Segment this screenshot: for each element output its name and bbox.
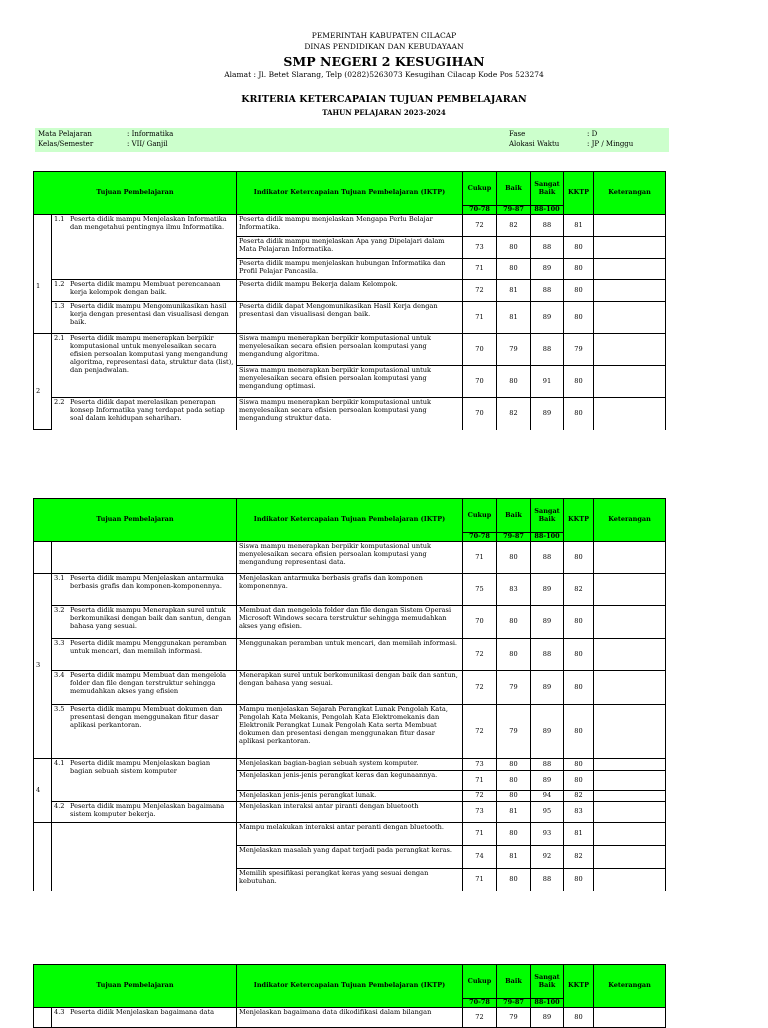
tp-cell <box>52 542 237 574</box>
score-kktp: 81 <box>564 823 594 846</box>
score-sangat-baik: 91 <box>531 366 564 398</box>
tp-text: Peserta didik mampu Menjelaskan Informatika dan mengetahui pentingnya ilmu Informatika. <box>70 215 227 231</box>
keterangan-cell <box>594 237 666 259</box>
score-baik: 80 <box>497 259 531 280</box>
indicator-cell: Siswa mampu menerapkan berpikir komputasional untuk menyelesaikan secara efisien persoalan komputasi yang mengandung optimasi. <box>237 366 463 398</box>
indicator-cell: Peserta didik mampu menjelaskan Mengapa Perlu Belajar Informatika. <box>237 215 463 237</box>
score-baik: 80 <box>497 542 531 574</box>
table-header-row <box>34 172 666 206</box>
score-cukup: 72 <box>463 705 497 759</box>
keterangan-cell <box>594 705 666 759</box>
indicator-cell: Siswa mampu menerapkan berpikir komputasional untuk menyelesaikan secara efisien persoalan komputasi yang mengandung representasi data. <box>237 542 463 574</box>
tp-cell <box>52 334 237 398</box>
gov-line: PEMERINTAH KABUPATEN CILACAP <box>311 31 457 40</box>
tp-number: 3.1 <box>54 574 65 582</box>
header-tp: Tujuan Pembelajaran <box>34 499 237 542</box>
header-kktp: KKTP <box>564 172 594 215</box>
tp-cell <box>52 705 237 759</box>
range-baik: 79-87 <box>497 206 531 215</box>
tp-cell <box>52 280 237 302</box>
header-cukup: Cukup <box>463 965 497 999</box>
keterangan-cell <box>594 823 666 846</box>
score-cukup: 72 <box>463 215 497 237</box>
tp-number: 1.1 <box>54 215 65 223</box>
header-keterangan: Keterangan <box>594 965 666 1008</box>
score-kktp: 80 <box>564 237 594 259</box>
tp-text: Peserta didik mampu Menggunakan peramban untuk mencari, dan memilah informasi. <box>70 639 227 655</box>
tp-text: Peserta didik mampu Membuat perencanaan kerja kelompok dengan baik. <box>70 280 221 296</box>
table-row <box>34 759 666 771</box>
table-row <box>34 334 666 366</box>
table-row <box>34 280 666 302</box>
indicator-cell: Menerapkan surel untuk berkomunikasi dengan baik dan santun, dengan bahasa yang sesuai. <box>237 671 463 705</box>
score-kktp: 80 <box>564 366 594 398</box>
indicator-cell: Menjelaskan bagaimana data dikodifikasi dalam bilangan <box>237 1008 463 1028</box>
tp-text: Peserta didik mampu Menerapkan surel untuk berkomunikasi dengan baik dan santun, dengan bahasa yang sesuai. <box>70 606 231 630</box>
score-sangat-baik: 93 <box>531 823 564 846</box>
score-sangat-baik: 89 <box>531 705 564 759</box>
score-cukup: 72 <box>463 639 497 671</box>
score-sangat-baik: 95 <box>531 802 564 823</box>
score-baik: 81 <box>497 280 531 302</box>
score-cukup: 71 <box>463 542 497 574</box>
score-baik: 79 <box>497 671 531 705</box>
score-baik: 80 <box>497 823 531 846</box>
indicator-cell: Peserta didik mampu menjelaskan hubungan Informatika dan Profil Pelajar Pancasila. <box>237 259 463 280</box>
score-kktp: 79 <box>564 334 594 366</box>
score-kktp: 80 <box>564 542 594 574</box>
header-kktp: KKTP <box>564 965 594 1008</box>
score-sangat-baik: 89 <box>531 574 564 606</box>
score-baik: 81 <box>497 302 531 334</box>
score-sangat-baik: 88 <box>531 759 564 771</box>
score-kktp: 80 <box>564 869 594 891</box>
table-row <box>34 302 666 334</box>
criteria-table-2 <box>33 498 666 891</box>
school-name: SMP NEGERI 2 KESUGIHAN <box>283 54 485 69</box>
score-sangat-baik: 88 <box>531 869 564 891</box>
table-header-row <box>34 499 666 533</box>
score-kktp: 80 <box>564 705 594 759</box>
score-sangat-baik: 88 <box>531 280 564 302</box>
keterangan-cell <box>594 259 666 280</box>
group-number <box>34 1008 52 1028</box>
score-cukup: 73 <box>463 802 497 823</box>
table-row <box>34 802 666 823</box>
score-kktp: 80 <box>564 771 594 791</box>
score-baik: 82 <box>497 398 531 430</box>
tp-text: Peserta didik mampu Membuat dan mengelola folder dan file dengan terstruktur sehingga memudahkan akses yang efisien <box>70 671 227 695</box>
tp-text: Peserta didik mampu Menjelaskan antarmuka berbasis grafis dan komponen-komponennya. <box>70 574 224 590</box>
group-number <box>34 823 52 891</box>
header-keterangan: Keterangan <box>594 172 666 215</box>
table-row <box>34 705 666 759</box>
tp-number: 2.2 <box>54 398 65 406</box>
academic-year: TAHUN PELAJARAN 2023-2024 <box>322 108 446 117</box>
score-sangat-baik: 94 <box>531 791 564 802</box>
indicator-cell: Menjelaskan bagian-bagian sebuah system komputer. <box>237 759 463 771</box>
tp-cell <box>52 574 237 606</box>
keterangan-cell <box>594 574 666 606</box>
subject-info-box <box>35 128 669 152</box>
score-baik: 80 <box>497 606 531 639</box>
table-row <box>34 215 666 237</box>
score-kktp: 82 <box>564 846 594 869</box>
score-sangat-baik: 88 <box>531 542 564 574</box>
table-row <box>34 574 666 606</box>
keterangan-cell <box>594 791 666 802</box>
indicator-cell: Membuat dan mengelola folder dan file dengan Sistem Operasi Microsoft Windows secara terstruktur sehingga memudahkan akses yang efisien. <box>237 606 463 639</box>
score-sangat-baik: 89 <box>531 606 564 639</box>
document-title: KRITERIA KETERCAPAIAN TUJUAN PEMBELAJARAN <box>241 94 527 105</box>
tp-text: Peserta didik Menjelaskan bagaimana data <box>70 1008 215 1016</box>
score-sangat-baik: 88 <box>531 215 564 237</box>
score-baik: 80 <box>497 759 531 771</box>
criteria-table-1 <box>33 171 666 430</box>
score-sangat-baik: 89 <box>531 1008 564 1028</box>
score-baik: 82 <box>497 215 531 237</box>
keterangan-cell <box>594 759 666 771</box>
score-sangat-baik: 89 <box>531 771 564 791</box>
score-baik: 80 <box>497 237 531 259</box>
score-baik: 79 <box>497 334 531 366</box>
tp-cell <box>52 671 237 705</box>
indicator-cell: Siswa mampu menerapkan berpikir komputasional untuk menyelesaikan secara efisien persoalan komputasi yang mengandung algoritma. <box>237 334 463 366</box>
score-baik: 80 <box>497 869 531 891</box>
keterangan-cell <box>594 280 666 302</box>
score-kktp: 80 <box>564 259 594 280</box>
score-baik: 80 <box>497 791 531 802</box>
indicator-cell: Menjelaskan interaksi antar piranti dengan bluetooth <box>237 802 463 823</box>
score-kktp: 80 <box>564 671 594 705</box>
tp-number: 4.1 <box>54 759 65 767</box>
score-cukup: 70 <box>463 366 497 398</box>
table-row <box>34 398 666 430</box>
score-baik: 80 <box>497 366 531 398</box>
tp-cell <box>52 639 237 671</box>
tp-number: 1.2 <box>54 280 65 288</box>
keterangan-cell <box>594 1008 666 1028</box>
keterangan-cell <box>594 771 666 791</box>
score-baik: 81 <box>497 846 531 869</box>
score-kktp: 82 <box>564 791 594 802</box>
score-kktp: 80 <box>564 606 594 639</box>
header-cukup: Cukup <box>463 172 497 206</box>
score-cukup: 73 <box>463 759 497 771</box>
score-sangat-baik: 88 <box>531 334 564 366</box>
range-baik: 79-87 <box>497 533 531 542</box>
table-row <box>34 823 666 846</box>
score-kktp: 80 <box>564 398 594 430</box>
score-cukup: 71 <box>463 869 497 891</box>
score-cukup: 74 <box>463 846 497 869</box>
score-cukup: 75 <box>463 574 497 606</box>
score-cukup: 71 <box>463 771 497 791</box>
table-row <box>34 1008 666 1028</box>
tp-cell <box>52 802 237 823</box>
score-baik: 83 <box>497 574 531 606</box>
tp-number: 4.3 <box>54 1008 65 1016</box>
tp-cell <box>52 823 237 891</box>
tp-text: Peserta didik mampu Menjelaskan bagian bagian sebuah sistem komputer <box>70 759 211 775</box>
keterangan-cell <box>594 398 666 430</box>
tp-cell <box>52 606 237 639</box>
score-baik: 79 <box>497 1008 531 1028</box>
score-cukup: 70 <box>463 398 497 430</box>
keterangan-cell <box>594 302 666 334</box>
score-kktp: 80 <box>564 302 594 334</box>
score-kktp: 83 <box>564 802 594 823</box>
header-sangat-baik: Sangat Baik <box>531 965 564 999</box>
group-number: 4 <box>34 759 52 823</box>
keterangan-cell <box>594 542 666 574</box>
tp-text: Peserta didik mampu Membuat dokumen dan presentasi dengan menggunakan fitur dasar aplikasi perkantoran. <box>70 705 223 729</box>
score-baik: 80 <box>497 771 531 791</box>
score-sangat-baik: 89 <box>531 302 564 334</box>
score-cukup: 71 <box>463 823 497 846</box>
tp-number: 3.4 <box>54 671 65 679</box>
score-sangat-baik: 88 <box>531 237 564 259</box>
score-sangat-baik: 89 <box>531 398 564 430</box>
header-baik: Baik <box>497 499 531 533</box>
header-keterangan: Keterangan <box>594 499 666 542</box>
tp-cell <box>52 215 237 280</box>
header-iktp: Indikator Ketercapaian Tujuan Pembelajaran (IKTP) <box>237 172 463 215</box>
tp-cell <box>52 759 237 802</box>
tp-number: 3.5 <box>54 705 65 713</box>
score-baik: 81 <box>497 802 531 823</box>
table-row <box>34 639 666 671</box>
indicator-cell: Menggunakan peramban untuk mencari, dan memilah informasi. <box>237 639 463 671</box>
range-cukup: 70-78 <box>463 999 497 1008</box>
header-cukup: Cukup <box>463 499 497 533</box>
score-cukup: 72 <box>463 280 497 302</box>
tp-cell <box>52 1008 237 1028</box>
keterangan-cell <box>594 802 666 823</box>
score-cukup: 73 <box>463 237 497 259</box>
table-row <box>34 606 666 639</box>
tp-text: Peserta didik mampu Mengomunikasikan hasil kerja dengan presentasi dan visualisasi dengan baik. <box>70 302 229 326</box>
range-cukup: 70-78 <box>463 206 497 215</box>
header-iktp: Indikator Ketercapaian Tujuan Pembelajaran (IKTP) <box>237 499 463 542</box>
tp-number: 1.3 <box>54 302 65 310</box>
indicator-cell: Menjelaskan masalah yang dapat terjadi pada perangkat keras. <box>237 846 463 869</box>
indicator-cell: Mampu melakukan interaksi antar peranti dengan bluetooth. <box>237 823 463 846</box>
score-sangat-baik: 92 <box>531 846 564 869</box>
group-number: 2 <box>34 334 52 430</box>
fase-value: : D <box>587 130 598 138</box>
header-kktp: KKTP <box>564 499 594 542</box>
keterangan-cell <box>594 846 666 869</box>
indicator-cell: Memilih spesifikasi perangkat keras yang sesuai dengan kebutuhan. <box>237 869 463 891</box>
criteria-table-3 <box>33 964 666 1028</box>
table-row <box>34 542 666 574</box>
indicator-cell: Mampu menjelaskan Sejarah Perangkat Lunak Pengolah Kata, Pengolah Kata Mekanis, Pengolah Kata Elektromekanis dan Elektronik Perangkat Lunak Pengolah Kata serta Membuat dokumen dan presentasi dengan menggunakan fitur dasar aplikasi perkantoran. <box>237 705 463 759</box>
score-sangat-baik: 89 <box>531 671 564 705</box>
tp-number: 3.3 <box>54 639 65 647</box>
indicator-cell: Menjelaskan jenis-jenis perangkat lunak. <box>237 791 463 802</box>
score-kktp: 80 <box>564 639 594 671</box>
score-kktp: 82 <box>564 574 594 606</box>
fase-label: Fase <box>509 130 526 138</box>
kelas-label: Kelas/Semester <box>38 140 94 148</box>
score-sangat-baik: 89 <box>531 259 564 280</box>
table-header-row <box>34 965 666 999</box>
keterangan-cell <box>594 366 666 398</box>
score-kktp: 80 <box>564 759 594 771</box>
tp-number: 3.2 <box>54 606 65 614</box>
range-sangat-baik: 88-100 <box>531 533 564 542</box>
keterangan-cell <box>594 869 666 891</box>
score-sangat-baik: 88 <box>531 639 564 671</box>
tp-text: Peserta didik mampu Menjelaskan bagaimana sistem komputer bekerja. <box>70 802 225 818</box>
keterangan-cell <box>594 606 666 639</box>
score-kktp: 81 <box>564 215 594 237</box>
tp-number: 4.2 <box>54 802 65 810</box>
header-iktp: Indikator Ketercapaian Tujuan Pembelajaran (IKTP) <box>237 965 463 1008</box>
header-tp: Tujuan Pembelajaran <box>34 965 237 1008</box>
score-cukup: 71 <box>463 302 497 334</box>
score-cukup: 70 <box>463 334 497 366</box>
table-row <box>34 671 666 705</box>
group-number <box>34 542 52 574</box>
alokasi-value: : JP / Minggu <box>587 140 634 148</box>
mapel-value: : Informatika <box>127 130 174 138</box>
indicator-cell: Peserta didik mampu menjelaskan Apa yang Dipelajari dalam Mata Pelajaran Informatika. <box>237 237 463 259</box>
score-cukup: 72 <box>463 671 497 705</box>
indicator-cell: Menjelaskan jenis-jenis perangkat keras dan kegunaannya. <box>237 771 463 791</box>
dept-line: DINAS PENDIDIKAN DAN KEBUDAYAAN <box>304 42 464 51</box>
mapel-label: Mata Pelajaran <box>38 130 92 138</box>
score-kktp: 80 <box>564 1008 594 1028</box>
group-number: 3 <box>34 574 52 759</box>
alokasi-label: Alokasi Waktu <box>509 140 560 148</box>
score-cukup: 70 <box>463 606 497 639</box>
tp-text: Peserta didik mampu menerapkan berpikir komputasional untuk menyelesaikan secara efisien persoalan komputasi yang mengandung algoritma, representasi data, struktur data (list), dan penjadwalan. <box>70 334 234 374</box>
school-address: Alamat : Jl. Betet Slarang, Telp (0282)5263073 Kesugihan Cilacap Kode Pos 523274 <box>224 70 544 79</box>
range-sangat-baik: 88-100 <box>531 999 564 1008</box>
header-baik: Baik <box>497 965 531 999</box>
indicator-cell: Peserta didik dapat Mengomunikasikan Hasil Kerja dengan presentasi dan visualisasi dengan baik. <box>237 302 463 334</box>
indicator-cell: Menjelaskan antarmuka berbasis grafis dan komponen komponennya. <box>237 574 463 606</box>
kelas-value: : VII/ Ganjil <box>127 140 168 148</box>
range-sangat-baik: 88-100 <box>531 206 564 215</box>
header-tp: Tujuan Pembelajaran <box>34 172 237 215</box>
keterangan-cell <box>594 215 666 237</box>
tp-number: 2.1 <box>54 334 65 342</box>
header-baik: Baik <box>497 172 531 206</box>
keterangan-cell <box>594 334 666 366</box>
score-baik: 80 <box>497 639 531 671</box>
range-cukup: 70-78 <box>463 533 497 542</box>
score-cukup: 72 <box>463 1008 497 1028</box>
score-kktp: 80 <box>564 280 594 302</box>
tp-cell <box>52 398 237 430</box>
score-cukup: 71 <box>463 259 497 280</box>
indicator-cell: Siswa mampu menerapkan berpikir komputasional untuk menyelesaikan secara efisien persoalan komputasi yang mengandung struktur data. <box>237 398 463 430</box>
score-baik: 79 <box>497 705 531 759</box>
keterangan-cell <box>594 671 666 705</box>
range-baik: 79-87 <box>497 999 531 1008</box>
tp-text: Peserta didik dapat merelasikan penerapan konsep Informatika yang terdapat pada setiap soal dalam kehidupan sehariharı. <box>70 398 225 422</box>
group-number: 1 <box>34 215 52 334</box>
tp-cell <box>52 302 237 334</box>
header-sangat-baik: Sangat Baik <box>531 499 564 533</box>
indicator-cell: Peserta didik mampu Bekerja dalam Kelompok. <box>237 280 463 302</box>
score-cukup: 72 <box>463 791 497 802</box>
keterangan-cell <box>594 639 666 671</box>
header-sangat-baik: Sangat Baik <box>531 172 564 206</box>
